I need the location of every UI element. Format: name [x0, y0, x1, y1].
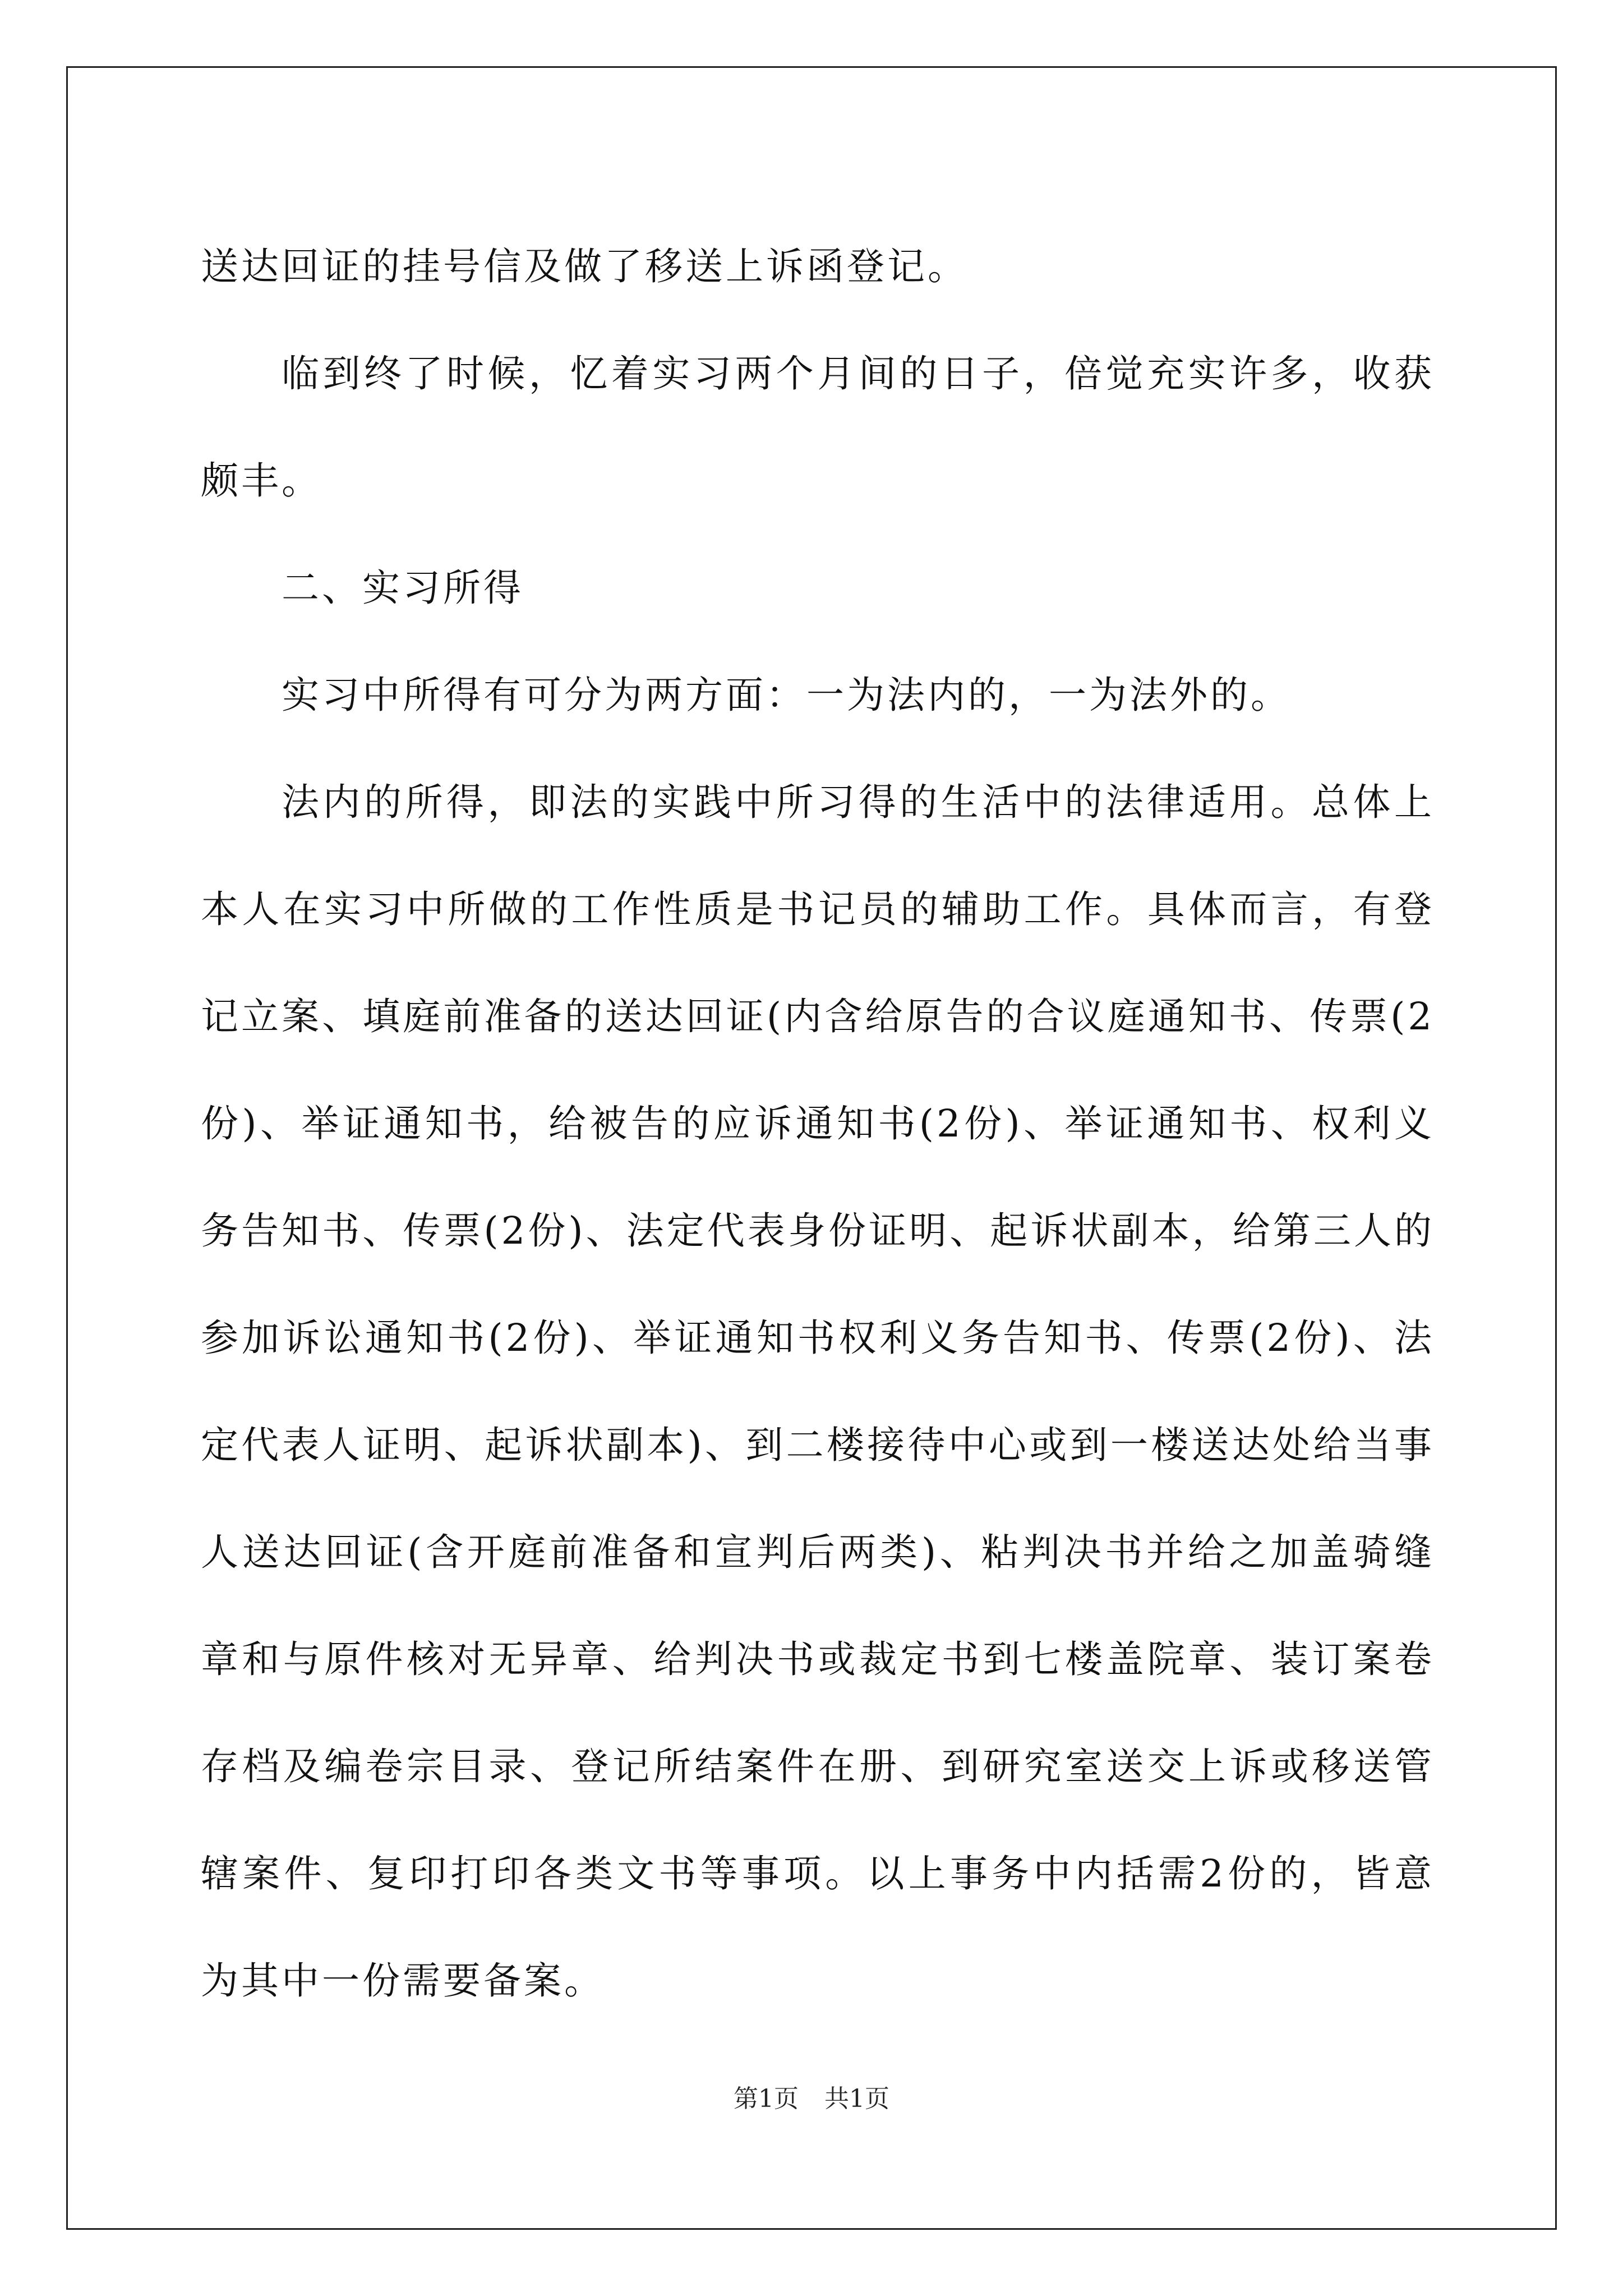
page-footer [0, 2082, 1623, 2116]
document-body [201, 213, 1435, 2035]
paragraph-4: 法内的所得，即法的实践中所习得的生活中的法律适用。总体上本人在实习中所做的工作性质是书记员的辅助工作。具体而言，有登记立案、填庭前准备的送达回证(内含给原告的合议庭通知书、传票(2份)、举证通知书，给被告的应诉通知书(2份)、举证通知书、权利义务告知书、传票(2份)、法定代表身份证明、起诉状副本，给第三人的参加诉讼通知书(2份)、举证通知书权利义务告知书、传票(2份)、法定代表人证明、起诉状副本)、到二楼接待中心或到一楼送达处给当事人送达回证(含开庭前准备和宣判后两类)、粘判决书并给之加盖骑缝章和与原件核对无异章、给判决书或裁定书到七楼盖院章、装订案卷存档及编卷宗目录、登记所结案件在册、到研究室送交上诉或移送管辖案件、复印打印各类文书等事项。以上事务中内括需2份的，皆意为其中一份需要备案。 [201, 780, 1435, 2003]
section-heading: 二、实习所得 [282, 566, 524, 610]
page-number-total: 共1页 [824, 2085, 889, 2113]
paragraph-3: 实习中所得有可分为两方面：一为法内的，一为法外的。 [282, 673, 1291, 717]
page-number-current: 第1页 [734, 2085, 799, 2113]
paragraph-1: 送达回证的挂号信及做了移送上诉函登记。 [201, 245, 968, 288]
paragraph-2: 临到终了时候，忆着实习两个月间的日子，倍觉充实许多，收获颇丰。 [201, 352, 1435, 503]
